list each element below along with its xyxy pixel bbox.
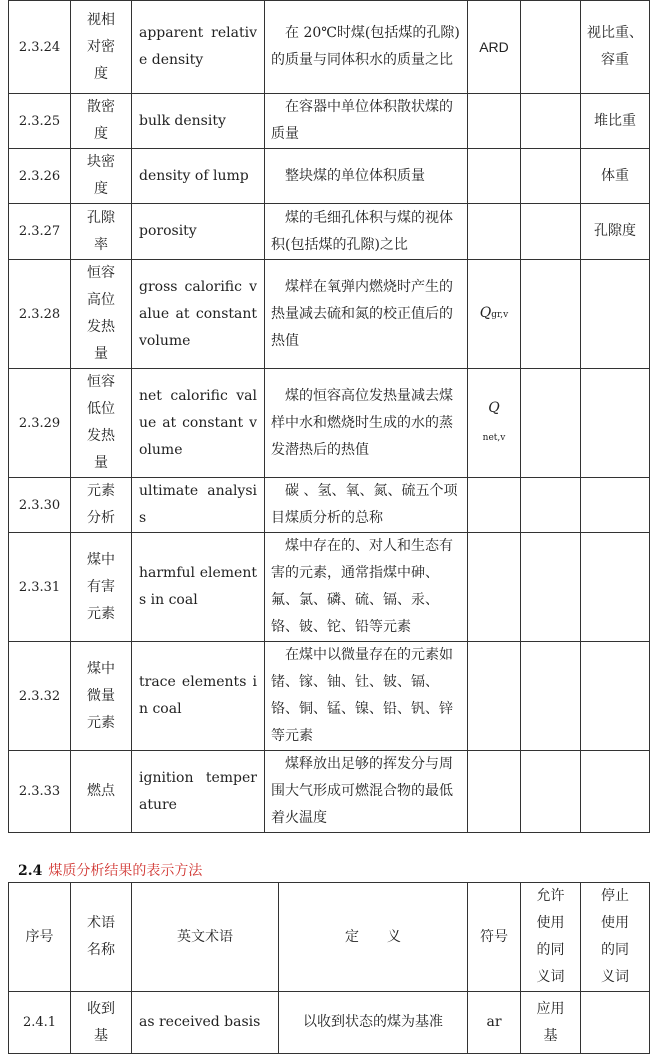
table-row	[9, 149, 650, 204]
term-symbol	[468, 204, 521, 260]
term-english: as received basis	[132, 992, 279, 1054]
term-id: 2.3.33	[9, 751, 71, 833]
term-english: ultimate analysis	[132, 478, 265, 533]
term-english: trace elements in coal	[132, 642, 265, 751]
term-allowed-synonym	[521, 369, 581, 478]
term-english: gross calorific value at constant volume	[132, 260, 265, 369]
term-definition: 煤样在氧弹内燃烧时产生的热量减去硫和氮的校正值后的热值	[265, 260, 468, 369]
term-symbol: ARD	[468, 1, 521, 94]
term-deprecated-synonym	[581, 642, 650, 751]
term-deprecated-synonym	[581, 992, 650, 1054]
term-deprecated-synonym: 孔隙度	[581, 204, 650, 260]
term-english: ignition temperature	[132, 751, 265, 833]
term-id: 2.3.30	[9, 478, 71, 533]
term-id: 2.3.25	[9, 94, 71, 149]
term-definition: 碳 、氢、氧、氮、硫五个项目煤质分析的总称	[265, 478, 468, 533]
table-row	[9, 1, 650, 94]
column-header-definition: 定 义	[279, 883, 468, 992]
term-table-lower	[8, 882, 650, 1054]
term-name: 燃点	[71, 751, 132, 833]
section-number: 2.4	[18, 863, 43, 879]
term-definition: 煤的毛细孔体积与煤的视体积(包括煤的孔隙)之比	[265, 204, 468, 260]
term-id: 2.3.29	[9, 369, 71, 478]
table-row	[9, 260, 650, 369]
term-english: density of lump	[132, 149, 265, 204]
term-id: 2.4.1	[9, 992, 71, 1054]
table-row	[9, 642, 650, 751]
table-row	[9, 533, 650, 642]
term-definition: 煤中存在的、对人和生态有害的元素，通常指煤中砷、氟、氯、磷、硫、镉、汞、铬、铍、铊、铅等元素	[265, 533, 468, 642]
table-row	[9, 478, 650, 533]
term-id: 2.3.28	[9, 260, 71, 369]
section-title: 煤质分析结果的表示方法	[48, 863, 203, 879]
term-name: 散密度	[71, 94, 132, 149]
table-header-row	[9, 883, 650, 992]
term-deprecated-synonym	[581, 260, 650, 369]
term-symbol	[468, 478, 521, 533]
term-deprecated-synonym	[581, 533, 650, 642]
term-allowed-synonym	[521, 478, 581, 533]
term-id: 2.3.27	[9, 204, 71, 260]
term-allowed-synonym	[521, 204, 581, 260]
term-allowed-synonym	[521, 149, 581, 204]
term-name: 元素分析	[71, 478, 132, 533]
term-id: 2.3.32	[9, 642, 71, 751]
term-definition: 以收到状态的煤为基准	[279, 992, 468, 1054]
term-english: harmful elements in coal	[132, 533, 265, 642]
table-row	[9, 992, 650, 1054]
table-row	[9, 94, 650, 149]
term-definition: 煤的恒容高位发热量减去煤样中水和燃烧时生成的水的蒸发潜热后的热值	[265, 369, 468, 478]
term-symbol: Q net,v	[468, 369, 521, 478]
term-id: 2.3.26	[9, 149, 71, 204]
term-name: 恒容高位发热量	[71, 260, 132, 369]
term-english: net calorific value at constant volume	[132, 369, 265, 478]
section-heading	[18, 861, 202, 881]
term-id: 2.3.24	[9, 1, 71, 94]
column-header-deprecated-synonym: 停止使用的同义词	[581, 883, 650, 992]
term-symbol	[468, 642, 521, 751]
term-definition: 整块煤的单位体积质量	[265, 149, 468, 204]
term-allowed-synonym	[521, 1, 581, 94]
term-symbol	[468, 149, 521, 204]
term-allowed-synonym	[521, 751, 581, 833]
term-deprecated-synonym	[581, 369, 650, 478]
term-name: 恒容低位发热量	[71, 369, 132, 478]
term-deprecated-synonym: 堆比重	[581, 94, 650, 149]
term-symbol: Qgr,v	[468, 260, 521, 369]
term-definition: 在容器中单位体积散状煤的质量	[265, 94, 468, 149]
term-name: 孔隙率	[71, 204, 132, 260]
term-deprecated-synonym: 体重	[581, 149, 650, 204]
column-header-symbol: 符号	[468, 883, 521, 992]
term-deprecated-synonym: 视比重、容重	[581, 1, 650, 94]
term-definition: 在煤中以微量存在的元素如锗、镓、铀、钍、铍、镉、铬、铜、锰、镍、铅、钒、锌等元素	[265, 642, 468, 751]
column-header-id: 序号	[9, 883, 71, 992]
table-row	[9, 369, 650, 478]
term-symbol	[468, 751, 521, 833]
term-name: 收到基	[71, 992, 132, 1054]
term-allowed-synonym	[521, 260, 581, 369]
term-name: 视相对密度	[71, 1, 132, 94]
term-allowed-synonym	[521, 533, 581, 642]
term-name: 煤中微量元素	[71, 642, 132, 751]
term-english: bulk density	[132, 94, 265, 149]
term-english: porosity	[132, 204, 265, 260]
term-allowed-synonym	[521, 94, 581, 149]
term-allowed-synonym: 应用基	[521, 992, 581, 1054]
term-english: apparent relative density	[132, 1, 265, 94]
term-symbol: ar	[468, 992, 521, 1054]
term-deprecated-synonym	[581, 478, 650, 533]
term-definition: 在 20℃时煤(包括煤的孔隙)的质量与同体积水的质量之比	[265, 1, 468, 94]
table-row	[9, 204, 650, 260]
term-name: 煤中有害元素	[71, 533, 132, 642]
term-id: 2.3.31	[9, 533, 71, 642]
term-allowed-synonym	[521, 642, 581, 751]
column-header-term: 术语名称	[71, 883, 132, 992]
term-name: 块密度	[71, 149, 132, 204]
column-header-allowed-synonym: 允许使用的同义词	[521, 883, 581, 992]
term-symbol	[468, 94, 521, 149]
table-row	[9, 751, 650, 833]
term-table-upper	[8, 0, 650, 833]
term-deprecated-synonym	[581, 751, 650, 833]
term-symbol	[468, 533, 521, 642]
term-definition: 煤释放出足够的挥发分与周围大气形成可燃混合物的最低着火温度	[265, 751, 468, 833]
column-header-english: 英文术语	[132, 883, 279, 992]
